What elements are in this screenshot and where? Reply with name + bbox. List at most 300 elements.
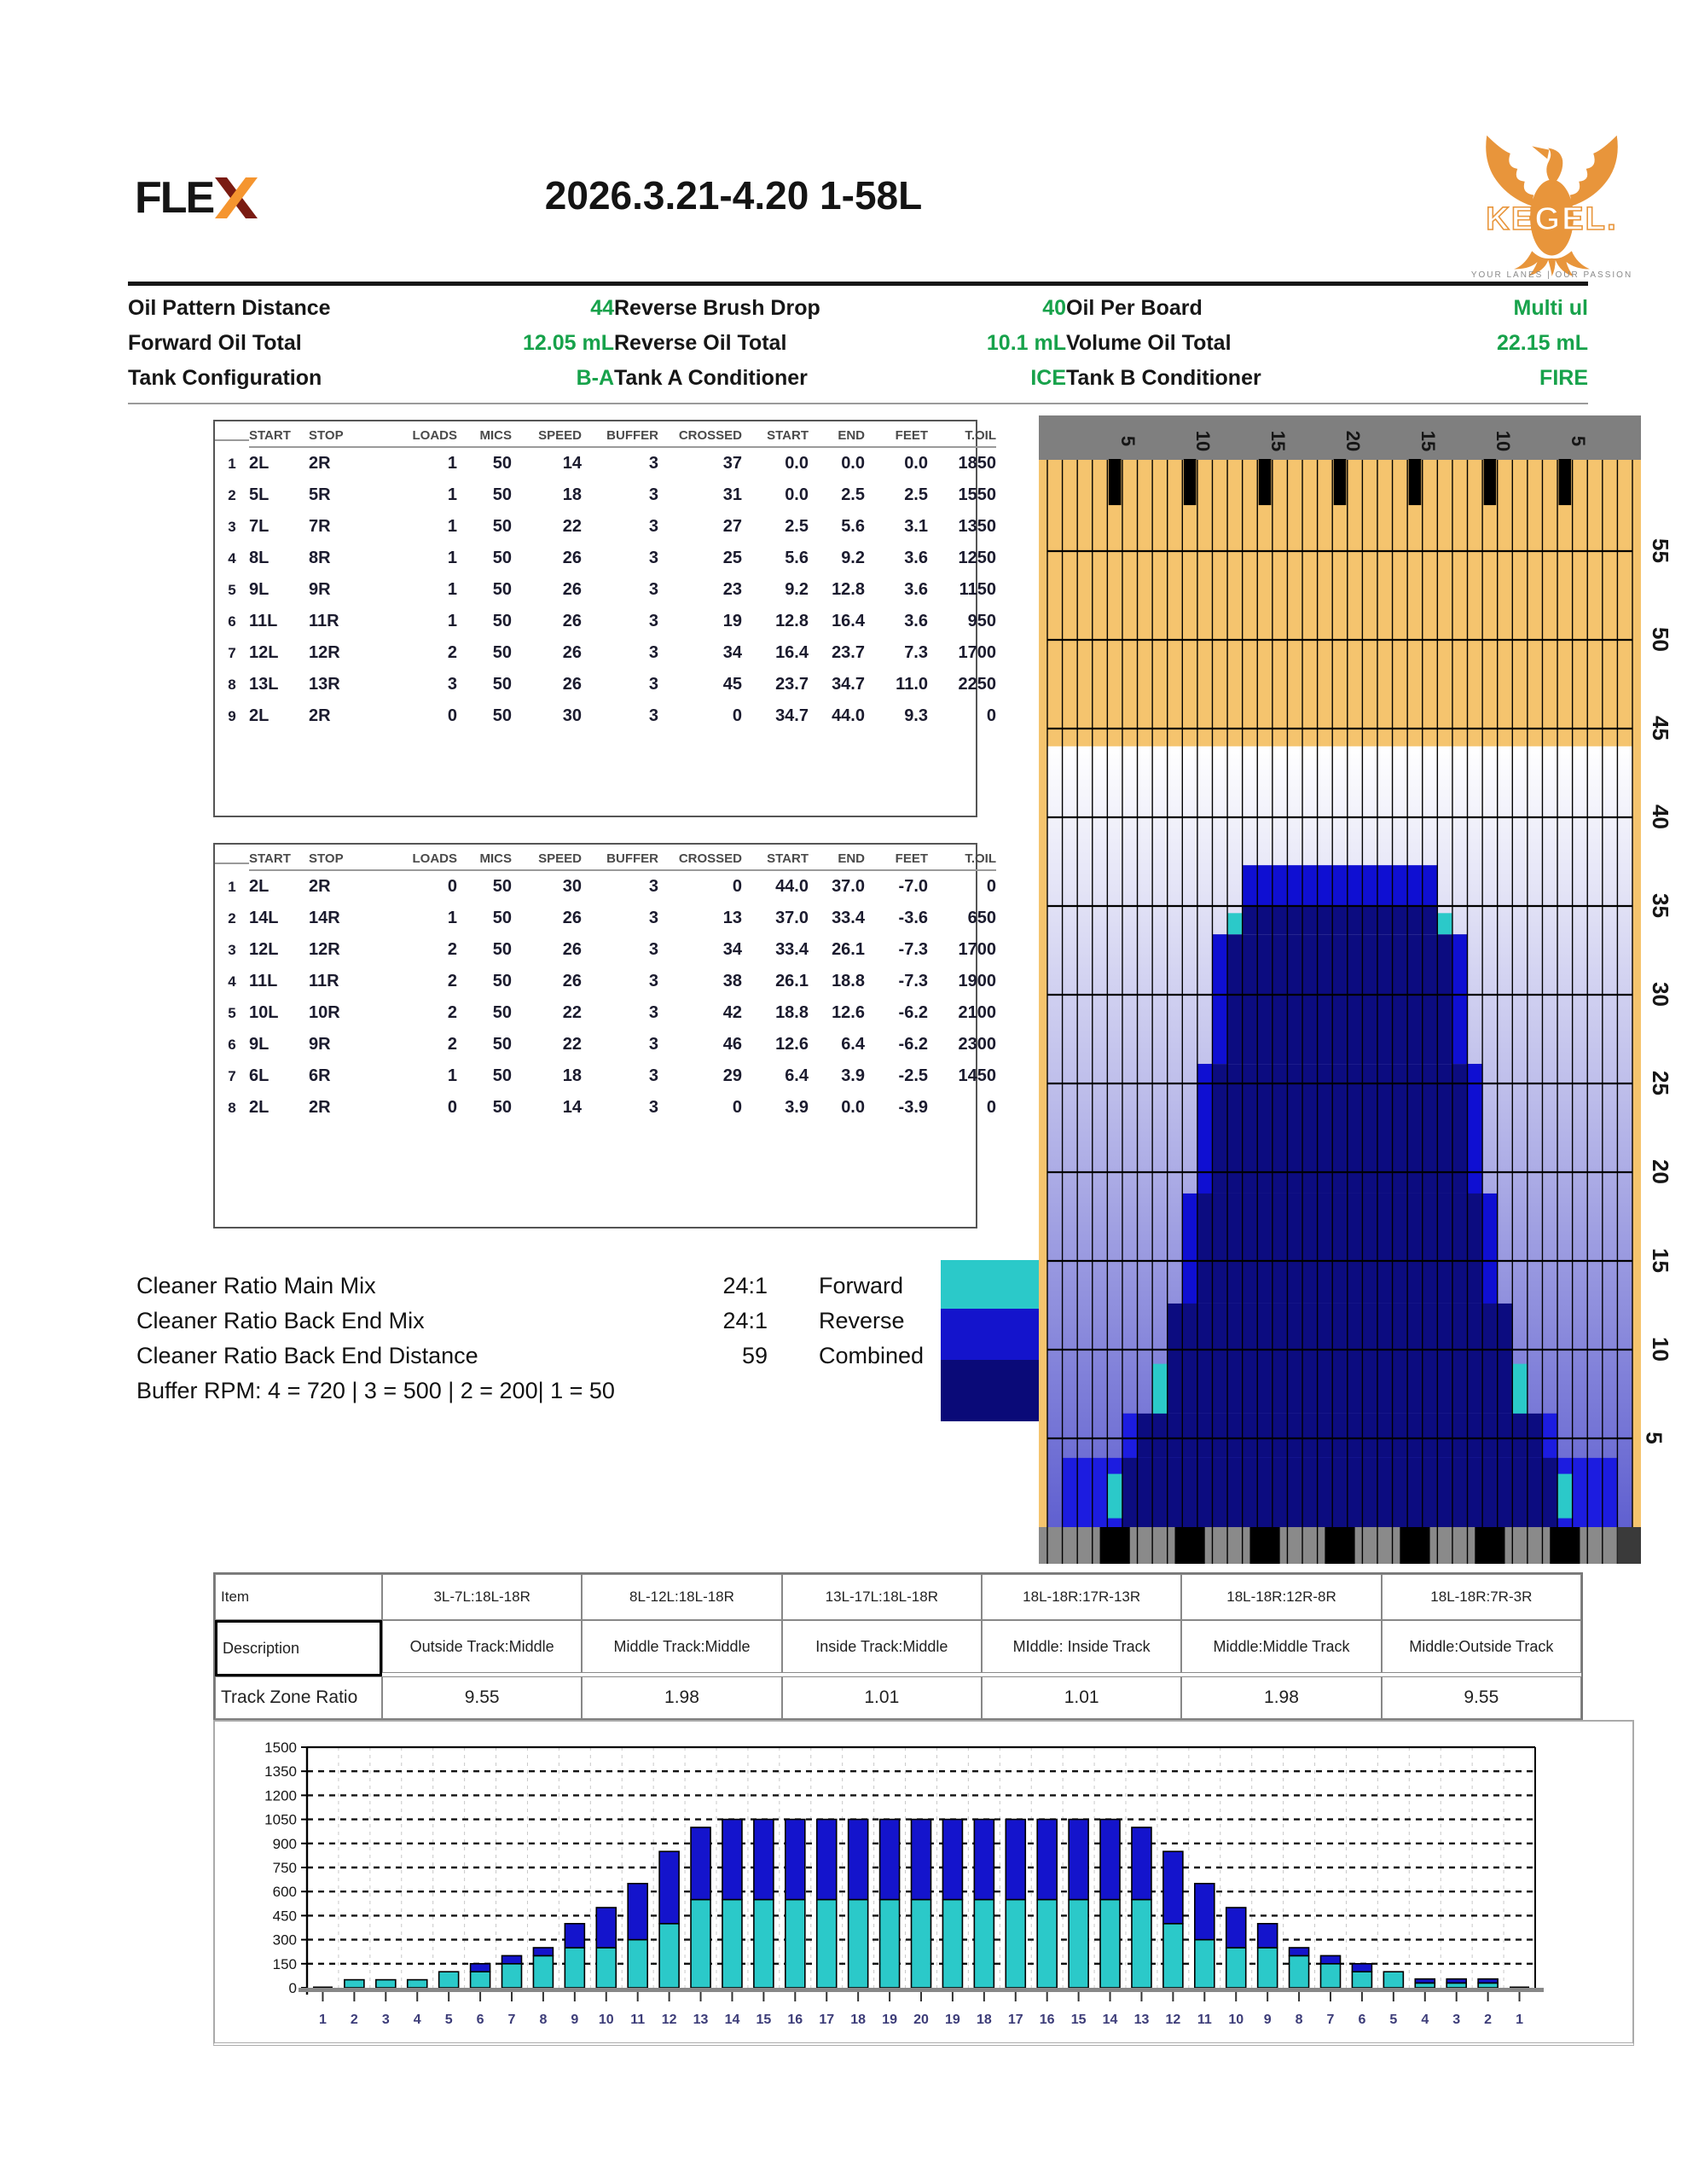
table-cell: 33.4 <box>775 940 809 959</box>
lane-distance-ruler <box>1641 415 1687 1564</box>
reverse-bar <box>849 1820 868 1900</box>
table-cell: 0.0 <box>841 1098 865 1117</box>
table-cell: 6 <box>228 1036 236 1053</box>
forward-bar <box>1163 1924 1183 1988</box>
info-value: ICE <box>1030 366 1066 390</box>
x-tick-label: 13 <box>1133 2013 1150 2027</box>
table-cell: 11R <box>309 612 339 630</box>
forward-bar <box>408 1980 427 1988</box>
kegel-logo <box>1460 125 1644 278</box>
table-cell: 14 <box>562 1098 582 1117</box>
table-cell: 9.2 <box>785 580 809 599</box>
table-cell: 25 <box>722 549 742 567</box>
distance-ruler-label: 15 <box>1647 1248 1673 1273</box>
table-cell: 1700 <box>958 940 996 959</box>
forward-bar <box>1132 1900 1151 1988</box>
table-cell: 12R <box>309 940 340 959</box>
reverse-pass-table <box>213 843 996 1228</box>
info-label: Reverse Oil Total <box>614 331 787 355</box>
table-cell: 23 <box>722 580 742 599</box>
table-cell: 12L <box>249 940 279 959</box>
forward-bar <box>1226 1948 1246 1988</box>
description-cell: MIddle: Inside Track <box>982 1620 1181 1673</box>
x-tick-label: 14 <box>724 2013 740 2027</box>
table-cell: 0.0 <box>904 454 928 473</box>
table-cell: 1150 <box>959 580 996 599</box>
x-tick-label: 13 <box>693 2013 709 2027</box>
y-tick-label: 1500 <box>264 1740 297 1756</box>
x-tick-label: 12 <box>1165 2013 1181 2027</box>
x-tick-label: 16 <box>787 2013 803 2027</box>
distance-ruler-label: 25 <box>1647 1071 1673 1095</box>
legend-label: Reverse <box>819 1308 905 1333</box>
pattern-info-table <box>128 282 1588 404</box>
column-header: START <box>742 845 809 871</box>
approach-dot-marker <box>1400 1527 1429 1564</box>
table-cell: 38 <box>722 972 742 990</box>
cleaner-label: Cleaner Ratio Back End Mix <box>136 1308 425 1333</box>
legend-label: Combined <box>819 1343 925 1368</box>
reverse-bar <box>1006 1820 1025 1900</box>
table-cell: 10R <box>309 1003 340 1022</box>
reverse-bar <box>1226 1908 1246 1948</box>
oil-zone-blue <box>1212 934 1227 1064</box>
forward-bar <box>1352 1972 1371 1988</box>
info-value: FIRE <box>1539 366 1588 390</box>
pin-marker <box>1334 459 1347 505</box>
x-tick-label: 18 <box>850 2013 867 2027</box>
distance-ruler-label: 55 <box>1647 538 1673 563</box>
column-header: END <box>809 845 865 871</box>
info-row <box>128 291 1588 326</box>
distance-ruler-label: 30 <box>1647 982 1673 1007</box>
table-cell: 18 <box>562 485 582 504</box>
info-value: 22.15 mL <box>1496 331 1588 355</box>
info-label: Volume Oil Total <box>1066 331 1232 355</box>
table-cell: 2 <box>447 1035 457 1054</box>
reverse-bar <box>596 1908 616 1948</box>
table-cell: 45 <box>722 675 742 694</box>
table-cell: 3.6 <box>904 549 928 567</box>
table-cell: 11R <box>309 972 339 990</box>
forward-bar <box>376 1980 396 1988</box>
table-cell: 18.8 <box>775 1003 809 1022</box>
ratio-cell: 9.55 <box>1382 1676 1581 1719</box>
cleaner-value: 24:1 <box>722 1273 768 1298</box>
buffer-rpm-line: Buffer RPM: 4 = 720 | 3 = 500 | 2 = 200| 1 = 50 <box>136 1378 615 1403</box>
x-tick-label: 7 <box>1326 2013 1335 2027</box>
ratio-cell: 1.01 <box>982 1676 1181 1719</box>
lane-svg <box>1039 415 1641 1564</box>
table-cell: 12.8 <box>832 580 865 599</box>
table-cell: 1 <box>447 454 457 473</box>
x-tick-label: 14 <box>1102 2013 1118 2027</box>
table-cell: 1 <box>447 485 457 504</box>
column-header: BUFFER <box>582 421 658 448</box>
board-number-label: 5 <box>1117 435 1139 447</box>
table-cell: 9L <box>249 1035 270 1054</box>
x-tick-label: 5 <box>1389 2013 1398 2027</box>
table-cell: 50 <box>492 580 512 599</box>
x-tick-label: 19 <box>882 2013 897 2027</box>
table-cell: 50 <box>492 612 512 630</box>
table-cell: 14 <box>562 454 582 473</box>
oil-zone-bblue <box>1122 1414 1138 1458</box>
table-cell: 3 <box>648 909 658 927</box>
oil-zone-teal <box>1557 1474 1573 1519</box>
reverse-bar <box>628 1884 647 1940</box>
cleaner-label: Cleaner Ratio Main Mix <box>136 1273 376 1298</box>
reverse-bar <box>1163 1851 1183 1924</box>
table-cell: 2.5 <box>904 485 928 504</box>
board-number-label: 20 <box>1342 430 1364 452</box>
pin-marker <box>1484 459 1497 505</box>
forward-bar <box>345 1980 364 1988</box>
reverse-bar <box>1415 1979 1435 1984</box>
ratio-cell: 1.01 <box>782 1676 982 1719</box>
table-cell: 9.3 <box>904 706 928 725</box>
oil-zone-navy <box>1212 934 1467 1064</box>
distance-ruler-label: 5 <box>1641 1432 1667 1444</box>
table-cell: 3 <box>648 1066 658 1085</box>
board-number-label: 10 <box>1192 430 1215 452</box>
table-cell: 26 <box>562 549 582 567</box>
table-cell: 50 <box>492 485 512 504</box>
x-tick-label: 11 <box>1197 2013 1212 2027</box>
flex-logo <box>135 173 258 223</box>
table-cell: 5 <box>228 1004 236 1021</box>
column-header: END <box>809 421 865 448</box>
table-cell: 22 <box>562 1035 582 1054</box>
forward-bar <box>722 1900 742 1988</box>
x-tick-label: 8 <box>539 2013 548 2027</box>
reverse-bar <box>533 1948 553 1955</box>
table-cell: 34 <box>722 643 742 662</box>
table-cell: 50 <box>492 1035 512 1054</box>
oil-per-board-chart <box>213 1720 1634 2046</box>
info-value: 44 <box>590 296 614 320</box>
x-tick-label: 19 <box>945 2013 960 2027</box>
table-cell: 8L <box>249 549 270 567</box>
column-header: STOP <box>309 845 386 871</box>
info-value: 10.1 mL <box>986 331 1066 355</box>
cleaner-value: 24:1 <box>722 1308 768 1333</box>
table-cell: 37.0 <box>775 909 809 927</box>
forward-bar <box>596 1948 616 1988</box>
distance-ruler-label: 10 <box>1647 1337 1673 1362</box>
column-header: MICS <box>457 845 512 871</box>
table-cell: 5.6 <box>785 549 809 567</box>
y-tick-label: 1200 <box>264 1787 297 1804</box>
forward-bar <box>1478 1983 1498 1988</box>
table-cell: 1700 <box>958 643 996 662</box>
table-cell: 1350 <box>958 517 996 536</box>
table-cell: 2L <box>249 1098 270 1117</box>
table-cell: 22 <box>562 1003 582 1022</box>
column-header: CROSSED <box>658 421 742 448</box>
reverse-bar <box>1037 1820 1057 1900</box>
info-label: Tank B Conditioner <box>1066 366 1261 390</box>
table-cell: 7 <box>228 1067 236 1084</box>
table-cell: -3.6 <box>898 909 928 927</box>
x-tick-label: 6 <box>1358 2013 1366 2027</box>
oil-zone-blue <box>1243 865 1438 906</box>
table-cell: -3.9 <box>898 1098 928 1117</box>
oil-zone-navy <box>1122 1414 1557 1458</box>
table-cell: 12.6 <box>775 1035 809 1054</box>
table-cell: 19 <box>722 612 742 630</box>
track-range-header: 3L-7L:18L-18R <box>382 1574 582 1620</box>
table-cell: 1900 <box>958 972 996 990</box>
x-tick-label: 1 <box>319 2013 327 2027</box>
forward-bar <box>471 1972 490 1988</box>
legend-swatch-combined <box>941 1360 1041 1421</box>
column-header: FEET <box>865 845 928 871</box>
board-number-label: 15 <box>1267 430 1290 452</box>
reverse-bar <box>912 1820 931 1900</box>
table-cell: 1450 <box>958 1066 996 1085</box>
y-tick-label: 0 <box>288 1980 297 1996</box>
table-cell: 2.5 <box>785 517 809 536</box>
table-cell: 12.6 <box>832 1003 865 1022</box>
track-range-header: 18L-18R:7R-3R <box>1382 1574 1581 1620</box>
table-cell: 50 <box>492 454 512 473</box>
table-cell: 10L <box>249 1003 279 1022</box>
table-cell: 26 <box>562 940 582 959</box>
forward-bar <box>1037 1900 1057 1988</box>
table-cell: 2R <box>309 877 331 896</box>
oil-zone-blue <box>1452 934 1468 1064</box>
table-cell: 7.3 <box>904 643 928 662</box>
table-cell: 6.4 <box>785 1066 809 1085</box>
table-cell: 50 <box>492 1066 512 1085</box>
forward-bar <box>817 1900 837 1988</box>
info-label: Tank Configuration <box>128 366 322 390</box>
table-cell: 14R <box>309 909 340 927</box>
description-cell: Middle:Middle Track <box>1181 1620 1381 1673</box>
item-header: Item <box>215 1574 382 1620</box>
oil-zone-blue <box>1182 1194 1197 1304</box>
table-cell: 2 <box>447 972 457 990</box>
x-tick-label: 4 <box>1421 2013 1429 2027</box>
column-header: CROSSED <box>658 845 742 871</box>
oil-legend <box>941 1260 1041 1421</box>
ratio-cell: 1.98 <box>1181 1676 1381 1719</box>
forward-bar <box>1195 1940 1215 1988</box>
table-cell: 50 <box>492 549 512 567</box>
table-cell: 13L <box>249 675 279 694</box>
table-cell: 3 <box>648 549 658 567</box>
table-cell: 0.0 <box>785 454 809 473</box>
info-value: B-A <box>576 366 614 390</box>
distance-ruler-label: 20 <box>1647 1159 1673 1184</box>
y-tick-label: 150 <box>272 1955 297 1972</box>
table-cell: 1 <box>228 455 236 472</box>
table-cell: 6R <box>309 1066 331 1085</box>
table-cell: 50 <box>492 972 512 990</box>
forward-bar <box>912 1900 931 1988</box>
table-cell: 37.0 <box>832 877 865 896</box>
table-cell: 9.2 <box>841 549 865 567</box>
x-tick-label: 7 <box>507 2013 516 2027</box>
table-cell: 5L <box>249 485 270 504</box>
table-cell: 4 <box>228 549 236 566</box>
x-tick-label: 9 <box>571 2013 579 2027</box>
table-cell: 2R <box>309 1098 331 1117</box>
table-cell: 7L <box>249 517 270 536</box>
column-header <box>215 852 249 864</box>
flex-logo-text: FLE <box>135 173 214 223</box>
forward-bar <box>1290 1955 1309 1988</box>
info-label: Oil Pattern Distance <box>128 296 331 320</box>
table-cell: 2300 <box>958 1035 996 1054</box>
board-number-label: 10 <box>1492 430 1514 452</box>
approach-dot-marker <box>1325 1527 1354 1564</box>
forward-bar <box>659 1924 679 1988</box>
forward-bar <box>849 1900 868 1988</box>
table-cell: 13 <box>722 909 742 927</box>
forward-bar <box>628 1940 647 1988</box>
reverse-bar <box>1478 1979 1498 1984</box>
table-cell: 0 <box>447 706 457 725</box>
ratio-header: Track Zone Ratio <box>215 1676 382 1719</box>
x-tick-label: 1 <box>1516 2013 1523 2027</box>
table-cell: 26 <box>562 972 582 990</box>
table-cell: 14L <box>249 909 279 927</box>
table-cell: 6L <box>249 1066 270 1085</box>
column-header: LOADS <box>386 845 457 871</box>
oil-zone-teal <box>1227 913 1243 934</box>
table-cell: 37 <box>722 454 742 473</box>
column-header: BUFFER <box>582 845 658 871</box>
table-cell: 26.1 <box>832 940 865 959</box>
column-header: STOP <box>309 421 386 448</box>
table-cell: 0.0 <box>841 454 865 473</box>
table-cell: 0 <box>986 877 996 896</box>
column-header: START <box>742 421 809 448</box>
reverse-bar <box>1132 1827 1151 1900</box>
table-cell: 34.7 <box>832 675 865 694</box>
table-cell: 3 <box>648 940 658 959</box>
table-cell: 2 <box>228 486 236 503</box>
oil-zone-navy <box>1243 906 1438 934</box>
x-tick-label: 15 <box>756 2013 772 2027</box>
table-cell: 12L <box>249 643 279 662</box>
oil-zone-navy <box>1168 1304 1513 1414</box>
x-tick-label: 10 <box>1228 2013 1244 2027</box>
x-tick-label: 17 <box>819 2013 835 2027</box>
x-baseline <box>299 1988 1544 1992</box>
table-cell: 9 <box>228 707 236 724</box>
forward-bar <box>691 1900 710 1988</box>
table-cell: 12.8 <box>775 612 809 630</box>
table-cell: 30 <box>562 877 582 896</box>
x-tick-label: 2 <box>1484 2013 1493 2027</box>
table-cell: 3 <box>648 580 658 599</box>
reverse-bar <box>1321 1955 1341 1963</box>
info-label: Oil Per Board <box>1066 296 1203 320</box>
table-cell: 26 <box>562 580 582 599</box>
track-range-header: 18L-18R:17R-13R <box>982 1574 1181 1620</box>
reverse-bar <box>754 1820 774 1900</box>
x-tick-label: 2 <box>350 2013 358 2027</box>
table-cell: 2L <box>249 454 270 473</box>
table-cell: 9R <box>309 1035 331 1054</box>
table-cell: 1250 <box>958 549 996 567</box>
table-cell: 8 <box>228 676 236 693</box>
table-cell: 9R <box>309 580 331 599</box>
cleaner-row <box>136 1304 947 1339</box>
cleaner-ratio-block <box>136 1269 947 1404</box>
table-cell: 3 <box>648 485 658 504</box>
table-cell: 3 <box>648 1035 658 1054</box>
forward-grid <box>215 421 996 732</box>
y-tick-label: 450 <box>272 1908 297 1925</box>
table-cell: 2 <box>228 909 236 926</box>
x-tick-label: 9 <box>1263 2013 1272 2027</box>
reverse-bar <box>942 1820 962 1900</box>
pin-marker <box>1259 459 1272 505</box>
table-cell: 2R <box>309 454 331 473</box>
forward-bar <box>1446 1983 1466 1988</box>
table-cell: 5 <box>228 581 236 598</box>
table-cell: 44.0 <box>775 877 809 896</box>
reverse-bar <box>974 1820 994 1900</box>
table-cell: 23.7 <box>775 675 809 694</box>
table-cell: -7.3 <box>898 972 928 990</box>
table-cell: 26 <box>562 675 582 694</box>
table-cell: 26.1 <box>775 972 809 990</box>
table-cell: 5.6 <box>841 517 865 536</box>
table-cell: 3 <box>648 612 658 630</box>
legend-swatch-forward <box>941 1260 1041 1309</box>
reverse-bar <box>1195 1884 1215 1940</box>
info-label: Reverse Brush Drop <box>614 296 820 320</box>
table-cell: -2.5 <box>898 1066 928 1085</box>
table-cell: 3.1 <box>904 517 928 536</box>
table-cell: 950 <box>967 612 996 630</box>
oil-zone-bblue <box>1542 1414 1557 1458</box>
table-cell: 1850 <box>958 454 996 473</box>
table-cell: -6.2 <box>898 1003 928 1022</box>
oil-zone-navy <box>1122 1458 1557 1527</box>
column-header: MICS <box>457 421 512 448</box>
pin-marker <box>1409 459 1422 505</box>
forward-bar <box>565 1948 584 1988</box>
table-cell: 23.7 <box>832 643 865 662</box>
table-cell: 7 <box>228 644 236 661</box>
oil-zone-teal <box>1107 1474 1122 1519</box>
y-tick-label: 900 <box>272 1835 297 1852</box>
table-cell: 2 <box>447 643 457 662</box>
kegel-phoenix-icon <box>1460 125 1644 278</box>
reverse-grid <box>215 845 996 1124</box>
table-cell: 3.6 <box>904 580 928 599</box>
table-cell: 3 <box>648 972 658 990</box>
table-cell: 8 <box>228 1099 236 1116</box>
forward-bar <box>754 1900 774 1988</box>
table-cell: 26 <box>562 612 582 630</box>
ratio-cell: 1.98 <box>582 1676 781 1719</box>
distance-ruler-label: 40 <box>1647 804 1673 829</box>
table-cell: 1 <box>447 909 457 927</box>
table-cell: 3 <box>648 675 658 694</box>
description-cell: Outside Track:Middle <box>382 1620 582 1673</box>
table-cell: 3.9 <box>785 1098 809 1117</box>
table-cell: 3 <box>648 454 658 473</box>
reverse-bar <box>1100 1820 1120 1900</box>
table-cell: 3 <box>648 643 658 662</box>
